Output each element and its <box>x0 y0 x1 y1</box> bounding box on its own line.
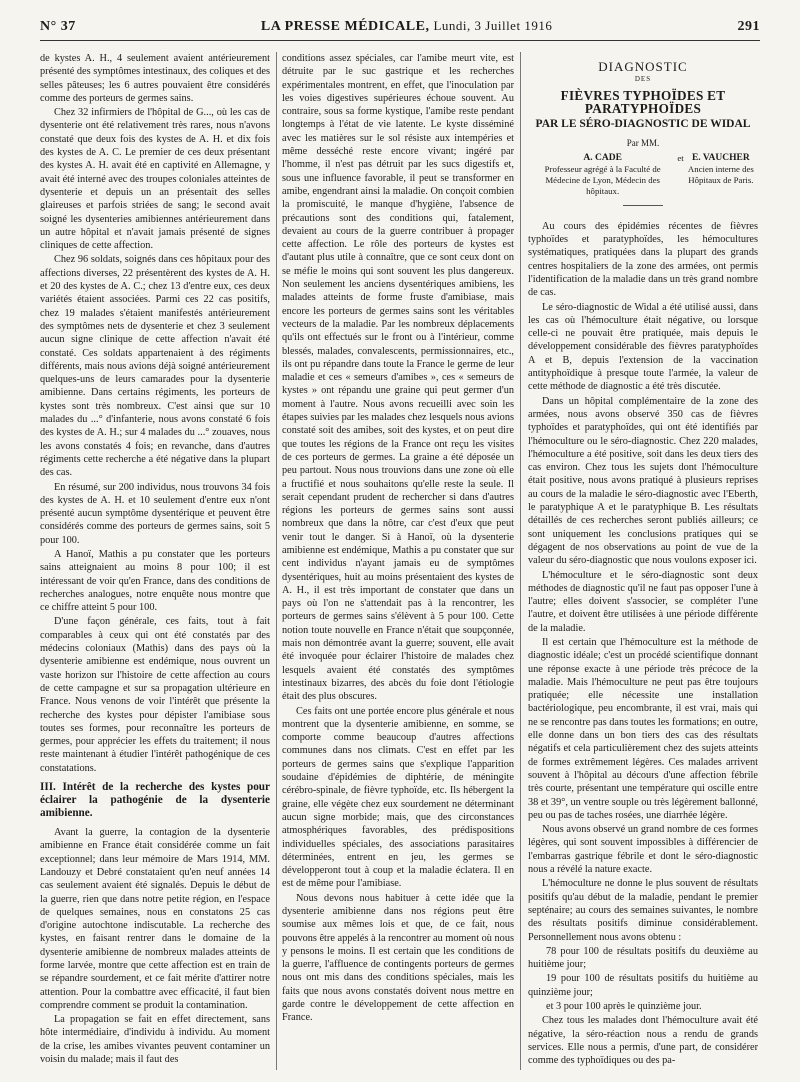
paragraph: conditions assez spéciales, car l'amibe meurt vite, est détruite par le suc gastrique et les recherches expérimentales montrent, en effet, que l'inoculation par les voies digestives supérieures échoue souvent. Au contraire, sous sa forme kystique, l'amibe reste pendant longtemps à l'état de vie latente. Le kyste disséminé avec les matières sur le sol résiste aux intempéries et même desséché reste encore vivant; ingéré par l'homme, il n'est pas détruit par les sucs digestifs et, sous une influence favorable, il peut se transformer en amibe, engendrant ainsi la maladie. On conçoit combien la promiscuité, le manque d'hygiène, l'absence de précautions sont des conditions qui, fatalement, devaient au cours de la guerre contribuer à propager cette affection. Le rôle des porteurs de kystes est d'autant plus utile à connaître, que ce sont ceux dont on se méfie le moins qui sont souvent les plus dangereux. Non seulement les anciens dysentériques amibiens, les malades atteints de forme fruste d'amibiase, mais encore les porteurs de germes sains sont les véritables vecteurs de la maladie. Par les nombreux déplacements qu'ils ont effectués sur le front ou à l'intérieur, comme blessés, malades, convalescents, permissionnaires, etc., ils ont pu répandre dans toute la France le germe de leur maladie et ces « semeurs d'amibes », ces « semeurs de kystes » ont répandu une graine qui peut germer d'un moment à l'autre. Nous avons recueilli avec soin les étapes suivies par les malades chez lesquels nous avions constaté soit des amibes, soit des kystes, et on peut dire que toutes les régions de la France ont reçu les visites de ces porteurs de germes. La graine a été déposée un peu partout. Nous nous trouvions dans une zone où elle a fructifié et nous souhaitons qu'elle reste la seule. Il serait cependant prudent de rechercher si dans d'autres régions les porteurs de germes sains sont aussi nombreux que dans la nôtre, car c'est d'eux que peut venir tout le danger. Si à Hanoï, où la dysenterie amibienne est endémique, Mathis a pu constater que sur cent individus n'ayant jamais eu de symptômes dysentériques, huit au moins présentaient des kystes de A. H., il est très important de constater que dans un pays où l'on ne s'attendait pas à la rencontrer, les porteurs de germes sains s'élèvent à 5 pour 100. Cette notion toute nouvelle en France n'était que soupçonnée, mais non démontrée avant la guerre; souvent, elle avait été invoquée pour éclairer l'histoire de malades chez lesquels avaient été constatés des symptômes intestinaux bizarres, des abcès du foie dont l'étiologie était des plus obscures. <box>282 53 514 703</box>
byline-intro: Par MM. <box>626 138 660 149</box>
section-heading: III. Intérêt de la recherche des kystes pour éclairer la pathogénie de la dysenterie amibienne. <box>40 781 270 820</box>
list-item: 78 pour 100 de résultats positifs du deuxième au huitième jour; <box>528 945 758 971</box>
paragraph: Avant la guerre, la contagion de la dysenterie amibienne en France était considérée comme un fait exceptionnel; dans leur mémoire de Mars 1914, MM. Landouzy et Debré constataient qu'en neuf années 14 cas seulement avaient été signalés. Depuis le début de la guerre, rien que dans notre petite région, en l'espace de quelques semaines, nous en constatons 25 cas d'origine autochtone indiscutable. La recherche des kystes, en faisant rentrer dans le domaine de la dysenterie amibienne de nombreux malades atteints de forme larvée, montre que cette affection est en train de se répandre sourdement, et ce fait mérite d'attirer notre attention. Pour la combattre avec efficacité, il faut bien comprendre comment se produit la contamination. <box>40 827 270 1011</box>
list-item: 19 pour 100 de résultats positifs du huitième au quinzième jour; <box>528 973 758 998</box>
article-title-block <box>528 60 758 206</box>
paragraph: de kystes A. H., 4 seulement avaient antérieurement présenté des symptômes intestinaux, des coliques et des selles pâteuses; les 6 autres pouvaient être considérés comme des porteurs de germes sains. <box>40 53 270 104</box>
authors <box>528 153 758 197</box>
paragraph: La propagation se fait en effet directement, sans hôte intermédiaire, d'individu à individu. Au moment de la crise, les amibes vivantes peuvent contaminer un voisin du malade; mais il faut des <box>40 1014 270 1066</box>
paragraph: A Hanoï, Mathis a pu constater que les porteurs sains atteignaient au moins 8 pour 100; il est intéressant de voir qu'en France, dans des conditions de recherches analogues, notre enquête nous montre que ce chiffre atteint 5 pour 100. <box>40 548 270 614</box>
paragraph: L'hémoculture ne donne le plus souvent de résultats positifs qu'au début de la maladie, pendant le premier septénaire; au cours des semaines suivantes, le nombre des résultats positifs diminue considérablement. Personnellement nous avons obtenu : <box>528 878 758 943</box>
paragraph: Chez 32 infirmiers de l'hôpital de G..., où les cas de dysenterie ont été relativement très rares, nous n'avons constaté que deux fois des kystes de A. H. et dix fois des kystes de A. C. Le premier de ces deux présentant des kystes A. H. avait été en captivité en Allemagne, y avait été interné avec des troupes coloniales atteintes de dysenterie et depuis un an présentait des selles glaireuses et parfois striées de sang; le second avait soigné les dysenteries amibiennes antérieurement dans un autre hôpital et n'avait jamais présenté de signes cliniques de cette affection. <box>40 107 270 252</box>
article-title-line: DES <box>634 75 652 84</box>
author-affiliation: Professeur agrégé à la Faculté de Médecine de Lyon, Médecin des hôpitaux. <box>544 163 661 196</box>
author-affiliation: Ancien interne des Hôpitaux de Paris. <box>687 163 754 185</box>
author-name: A. CADE <box>583 152 622 163</box>
issue-date: Lundi, 3 Juillet 1916 <box>433 18 553 33</box>
author-name: E. VAUCHER <box>691 152 750 163</box>
column-2 <box>282 52 514 1070</box>
paragraph: Le séro-diagnostic de Widal a été utilisé aussi, dans les cas où l'hémoculture était négative, ou lorsque celle-ci ne pouvait être pratiquée, mais depuis le développement considérable des fièvres paratyphoïdes A et B, depuis l'extension de la vaccination antityphoïdique à presque toute l'armée, la valeur de cette méthode de diagnostic a été très discutée. <box>528 301 758 393</box>
list-item: et 3 pour 100 après le quinzième jour. <box>546 1001 702 1012</box>
paragraph: En résumé, sur 200 individus, nous trouvons 34 fois des kystes de A. H. et 10 seulement d'entre eux n'ont présenté aucun symptôme dysentérique et peuvent être considérés comme des porteurs de germes sains, soit 5 pour 100. <box>40 481 270 546</box>
paragraph: Nous devons nous habituer à cette idée que la dysenterie amibienne dans nos régions peut être soumise aux mêmes lois et que, de ce fait, nous pouvons être appelés à la rencontrer au moment où nous y pensons le moins. Il est certain que les conditions de la guerre, l'affluence de contingents porteurs de germes nous ont mis dans des conditions spéciales, mais les faits que nous avons constatés doivent nous mettre en garde contre le développement de cette affection en France. <box>282 892 514 1024</box>
column-divider <box>276 52 277 1070</box>
paragraph: Il est certain que l'hémoculture est la méthode de diagnostic idéale; c'est un procédé scientifique donnant une réponse exacte à une période très précoce de la maladie. Mais l'hémoculture ne peut pas être toujours pratiquée; elle nécessite une installation bactériologique, peu encombrante, il est vrai, mais qui ne se rencontre pas dans toutes les formations; en outre, elle donne dans un bon tiers des cas des résultats négatifs et cela particulièrement chez des sujets atteints de formes extrêmement légères. Ces malades arrivent souvent à l'hôpital au décours d'une affection fébrile très courte, présentant une température qui oscille entre 38 et 39°, un ventre souple ou très légèrement ballonné, peu ou pas de taches rosées, une diarrhée légère. <box>528 636 758 821</box>
author-conjunction: et <box>677 152 684 163</box>
paragraph: D'une façon générale, ces faits, tout à fait comparables à ceux qui ont été constatés par des médecins coloniaux (Mathis) dans des pays où la dysenterie amibienne est endémique, nous ouvrent un vaste horizon sur l'histoire de cette affection au cours de cette campagne et sur sa propagation ultérieure en France. Nous venons de voir l'intérêt que présente la recherche des kystes pour dépister l'amibiase sous toutes ses formes, pour reconnaître les porteurs de germes, pour apprécier les effets du traitement; il nous reste maintenant à étudier l'intérêt pathogénique de ces constatations. <box>40 616 270 774</box>
journal-title: LA PRESSE MÉDICALE, <box>260 19 430 34</box>
paragraph: Chez tous les malades dont l'hémoculture avait été négative, la séro-réaction nous a rendu de grands services. Elle nous a permis, d'une part, de considérer comme des typhoïdiques ou des pa- <box>528 1015 758 1067</box>
paragraph: Nous avons observé un grand nombre de ces formes légères, qui sont souvent impossibles à différencier de l'embarras gastrique fébrile et dont le séro-diagnostic nous a révélé la nature exacte. <box>528 824 758 876</box>
paragraph: Au cours des épidémies récentes de fièvres typhoïdes et paratyphoïdes, les hémocultures systématiques, pratiquées dans la plupart des grands centres hospitaliers de la zone des armées, ont permis l'identification de la maladie dans un très grand nombre de cas. <box>528 220 758 299</box>
title-divider <box>623 205 663 206</box>
column-divider <box>520 52 521 1070</box>
paragraph: Dans un hôpital complémentaire de la zone des armées, nous avons observé 350 cas de fièvres typhoïdes et paratyphoïdes, qui ont été identifiés par l'hémoculture ou le séro-diagnostic. Chez 220 malades, l'hémoculture a été positive, soit dans les deux tiers des cas environ. Chez tous les sujets dont l'hémoculture était positive, nous avons pratiqué à plusieurs reprises au cours de la maladie le séro-diagnostic avec l'Eberth, le paratyphique A et le paratyphique B. Les résultats détaillés de ces recherches seront publiés ailleurs; ce sont uniquement les conclusions pratiques qui se dégagent de nos observations au point de vue de la valeur du séro-diagnostic que nous voulons exposer ici. <box>528 395 758 567</box>
issue-number: N° 37 <box>40 19 76 34</box>
paragraph: Chez 96 soldats, soignés dans ces hôpitaux pour des affections diverses, 22 présentèrent des kystes de A. H. et 20 des kystes de A. C.; chez 13 d'entre eux, ces deux variétés étaient associées. Parmi ces 22 cas positifs, chez 19 malades s'étaient manifestés antérieurement des symptômes nets de dysenterie et chez 3 seulement aucun signe clinique de cette affection n'avait été constaté. Ces soldats appartenaient à des régiments différents, mais nous avions déjà soigné antérieurement quelques-uns de leurs camarades pour la dysenterie amibienne. Dans certains régiments, les porteurs de kystes sont très nombreux. C'est ainsi que sur 10 malades du ...° d'infanterie, nous avons constaté 6 fois des kystes de A. H.; sur 4 malades du ...° zouaves, nous les avons constatés 4 fois; en revanche, dans d'autres régiments cette recherche a été négative dans la plupart des cas. <box>40 254 270 479</box>
paragraph: Ces faits ont une portée encore plus générale et nous montrent que la dysenterie amibienne, en somme, se comporte comme beaucoup d'autres affections communes dans nos climats. C'est en effet par les porteurs de germes sains que s'explique l'apparition soudaine d'épidémies de diphtérie, de méningite cérébro-spinale, de fièvre typhoïde, etc. Ils hébergent la graine, elle végète chez eux sourdement ne déterminant aucun signe morbide; mais, que des circonstances atmosphériques favorables, des prédispositions individuelles spéciales, des associations parasitaires déterminées, entrent en jeu, les germes se développeront tout à coup et la maladie éclatera. Il en est de même pour l'amibiase. <box>282 705 514 890</box>
page-number: 291 <box>737 19 760 34</box>
column-3 <box>528 52 758 1070</box>
article-title-line: DIAGNOSTIC <box>598 59 688 74</box>
author-2 <box>684 153 758 197</box>
article-title-line: FIÈVRES TYPHOÏDES ET PARATYPHOÏDES <box>560 87 726 116</box>
page-header <box>40 18 760 41</box>
journal-header <box>76 18 738 35</box>
author-1 <box>528 153 677 197</box>
article-title-line: PAR LE SÉRO-DIAGNOSTIC DE WIDAL <box>535 118 751 131</box>
paragraph: L'hémoculture et le séro-diagnostic sont deux méthodes de diagnostic qu'il ne faut pas opposer l'une à l'autre; elles doivent s'associer, se compléter l'une l'autre, et doivent être utilisées à une période différente de la maladie. <box>528 569 758 634</box>
column-1 <box>40 52 270 1070</box>
